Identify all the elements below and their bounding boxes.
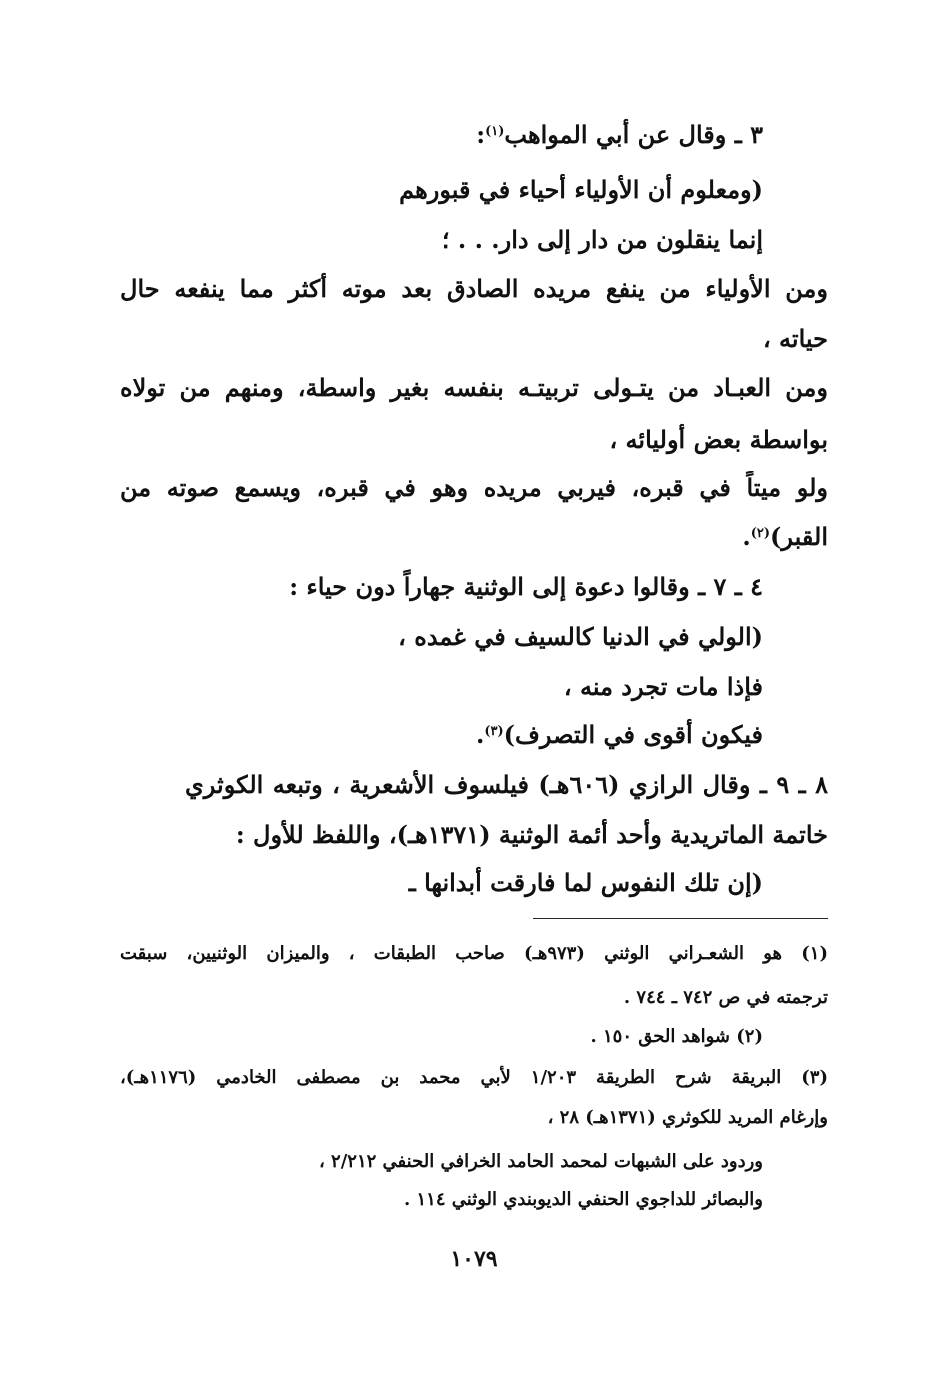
footnote-3-line-4: والبصائر للداجوي الحنفي الديوبندي الوثني ١١٤ . <box>403 1189 763 1210</box>
text-line-13-end: . <box>475 720 485 749</box>
text-line-1-end: : <box>476 120 486 149</box>
text-line-1-body: ٣ ـ وقال عن أبي المواهب <box>504 120 763 149</box>
text-line-13 <box>476 718 763 752</box>
footnote-1-line-1: (١) هو الشعـراني الوثني (٩٧٣هـ) صاحب الطبقات ، والميزان الوثنيين، سبقت <box>120 943 828 964</box>
footnote-separator <box>533 918 828 919</box>
text-line-6: ومن العبـاد من يتـولى تربيتـه بنفسه بغير واسطة، ومنهم من تولاه <box>120 373 828 402</box>
text-line-5: حياته ، <box>762 324 828 353</box>
text-line-12: فإذا مات تجرد منه ، <box>563 672 763 701</box>
text-line-9-body: القبر) <box>770 522 828 551</box>
footnote-ref-2: (٢) <box>750 526 771 541</box>
footnote-ref-3: (٣) <box>484 724 504 739</box>
footnote-1-line-2: ترجمته في ص ٧٤٢ ـ ٧٤٤ . <box>623 987 828 1008</box>
text-line-2: (ومعلوم أن الأولياء أحياء في قبورهم <box>399 175 763 204</box>
text-line-8: ولو ميتاً في قبره، فيربي مريده وهو في قبره، ويسمع صوته من <box>120 473 828 502</box>
text-line-4: ومن الأولياء من ينفع مريده الصادق بعد موته أكثر مما ينفعه حال <box>120 274 828 303</box>
text-line-3: إنما ينقلون من دار إلى دار. . . ؛ <box>441 225 763 254</box>
footnote-3-line-2: وإرغام المريد للكوثري (١٣٧١هـ) ٢٨ ، <box>547 1107 828 1128</box>
text-line-11: (الولي في الدنيا كالسيف في غمده ، <box>398 622 763 651</box>
text-line-16: (إن تلك النفوس لما فارقت أبدانها ـ <box>408 868 763 897</box>
footnote-ref-1: (١) <box>485 124 505 139</box>
footnote-3-line-1: (٣) البريقة شرح الطريقة ١/٢٠٣ لأبي محمد بن مصطفى الخادمي (١١٧٦هـ)، <box>120 1067 828 1088</box>
text-line-9 <box>742 520 828 554</box>
text-line-13-body: فيكون أقوى في التصرف) <box>503 720 763 749</box>
text-line-10: ٤ ـ ٧ ـ وقالوا دعوة إلى الوثنية جهاراً دون حياء : <box>289 572 763 601</box>
page-number: ١٠٧٩ <box>450 1246 498 1272</box>
text-line-15: خاتمة الماتريدية وأحد أئمة الوثنية (١٣٧١هـ)، واللفظ للأول : <box>235 820 828 849</box>
text-line-9-end: . <box>742 522 751 551</box>
text-line-1 <box>476 118 763 152</box>
text-line-14: ٨ ـ ٩ ـ وقال الرازي (٦٠٦هـ) فيلسوف الأشعرية ، وتبعه الكوثري <box>185 770 828 799</box>
footnote-2: (٢) شواهد الحق ١٥٠ . <box>590 1026 763 1047</box>
text-line-7: بواسطة بعض أوليائه ، <box>609 425 828 454</box>
footnote-3-line-3: وردود على الشبهات لمحمد الحامد الخرافي الحنفي ٢/٢١٢ ، <box>318 1151 763 1172</box>
